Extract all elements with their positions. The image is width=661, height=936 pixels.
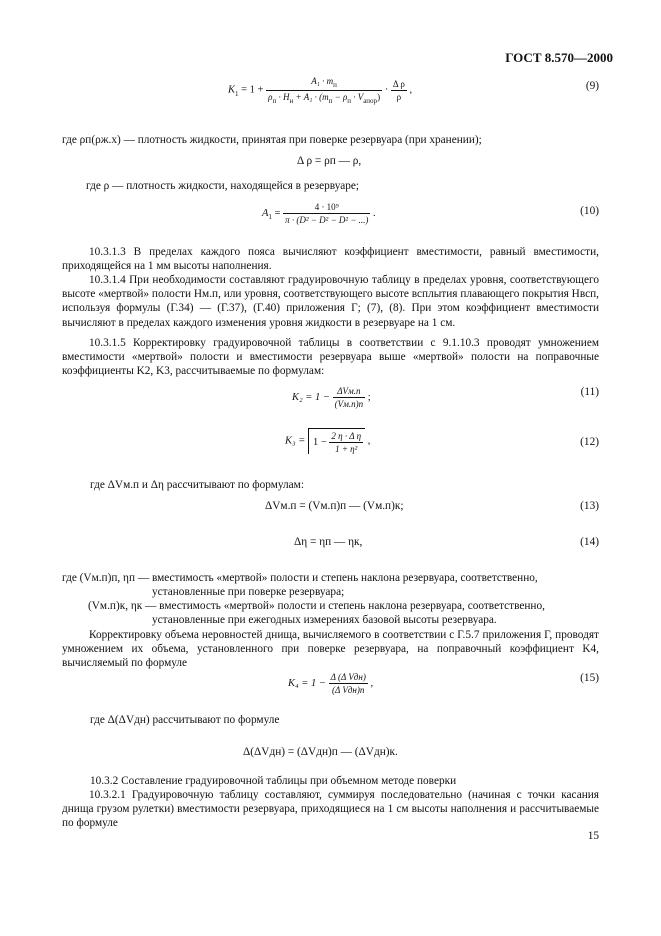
equation-9-number: (9) — [585, 80, 599, 92]
paragraph-10-3-1-3: 10.3.1.3 В пределах каждого пояса вычисляют коэффициент вместимости, равный вместимости, приходящейся на 1 мм высоты наполнения. — [62, 246, 599, 273]
equation-13: ΔVм.п = (Vм.п)п — (Vм.п)к; — [265, 500, 404, 512]
equation-9: $K_1 = 1$ + $\frac{A_1 \cdot m_п}{\rho_п \cdot H_н + A_1 \cdot (m_п - \rho_п \cdot V_{апор})}$ · $\frac{\text{Δ ρ}}{\rho}$ , — [228, 76, 413, 105]
rho-definition: где ρп(ρж.х) — плотность жидкости, принятая при поверке резервуара (при хранении); — [62, 134, 482, 146]
paragraph-10-3-1-5: 10.3.1.5 Корректировку градуировочной таблицы в соответствии с 9.1.10.3 проводят умножением вместимости «мертвой» полости и вместимости резервуара выше «мертвой» полости на поправочные коэффициенты K2, K3, рассчитываемые по формулам: — [62, 337, 599, 378]
page-number: 15 — [587, 830, 599, 842]
definition-2: (Vм.п)к, ηк — вместимость «мертвой» полости и степень наклона резервуара, соответственно, — [88, 600, 545, 612]
equation-13-number: (13) — [580, 500, 599, 512]
paragraph-10-3-2-1: 10.3.2.1 Градуировочную таблицу составляют, суммируя последовательно (начиная с точки касания днища грузом рулетки) вместимости резервуара, приходящиеся на 1 см высоты наполнения и рассчитываемые по формуле — [62, 789, 599, 830]
equation-12-number: (12) — [580, 436, 599, 448]
equation-11: K₂ = 1 − $\frac{\text{ΔVм.п}}{(Vм.п)п}$ ; — [292, 386, 371, 409]
equation-16: Δ(ΔVдн) = (ΔVдн)п — (ΔVдн)к. — [243, 746, 398, 758]
equation-14-number: (14) — [580, 536, 599, 548]
definition-2-cont: установленные при ежегодных измерениях базовой высоты резервуара. — [152, 614, 497, 626]
equation-12: K₃ = 1 − $\frac{\text{2 η · Δ η}}{\text{1 + η²}}$ , — [285, 428, 370, 454]
paragraph-correction: Корректировку объема неровностей днища, вычисляемого в соответствии с Г.5.7 приложения Г, проводят умножением их объема, установленного при поверке резервуара, на поправочный коэффициент K4, вычисляемый по формуле — [62, 629, 599, 670]
eq9-fraction: $\frac{A_1 \cdot m_п}{\rho_п \cdot H_н + A_1 \cdot (m_п - \rho_п \cdot V_{апор})}$ — [268, 76, 381, 105]
rho2-definition: где ρ — плотность жидкости, находящейся в резервуаре; — [86, 180, 360, 192]
calc-intro-2: где Δ(ΔVдн) рассчитывают по формуле — [90, 714, 280, 726]
equation-10-number: (10) — [580, 205, 599, 217]
definition-1-cont: установленные при поверке резервуара; — [152, 586, 345, 598]
paragraph-10-3-1-4: 10.3.1.4 При необходимости составляют градуировочную таблицу в пределах уровня, соответствующего высоте «мертвой» полости Hм.п, или уровня, соответствующего высоте всплытия плавающего покрытия Hвсп, используя формулы (Г.34) — (Г.37), (Г.40) приложения Г; (7), (8). При этом коэффициент вместимости вычисляют в пределах каждого изменения уровня жидкости в резервуаре на 1 см. — [62, 274, 599, 329]
calc-intro: где ΔVм.п и Δη рассчитывают по формулам: — [90, 479, 304, 491]
equation-15-number: (15) — [580, 672, 599, 684]
definition-1: где (Vм.п)п, ηп — вместимость «мертвой» полости и степень наклона резервуара, соответственно, — [62, 572, 538, 584]
equation-10: $A_1$ = $\frac{\text{4 · 10⁹}}{\text{π · (D² − D² − D² − ...)}}$ . — [262, 202, 376, 225]
equation-11-number: (11) — [580, 386, 599, 398]
equation-14: Δη = ηп — ηк, — [294, 536, 363, 548]
delta-rho-equation: Δ ρ = ρп — ρ, — [297, 155, 362, 167]
equation-15: K₄ = 1 − $\frac{\text{Δ (Δ Vдн)}}{\text{(Δ Vдн)п}}$ , — [288, 672, 374, 695]
section-10-3-2: 10.3.2 Составление градуировочной таблицы при объемном методе поверки — [90, 775, 457, 787]
document-header: ГОСТ 8.570—2000 — [505, 50, 613, 65]
